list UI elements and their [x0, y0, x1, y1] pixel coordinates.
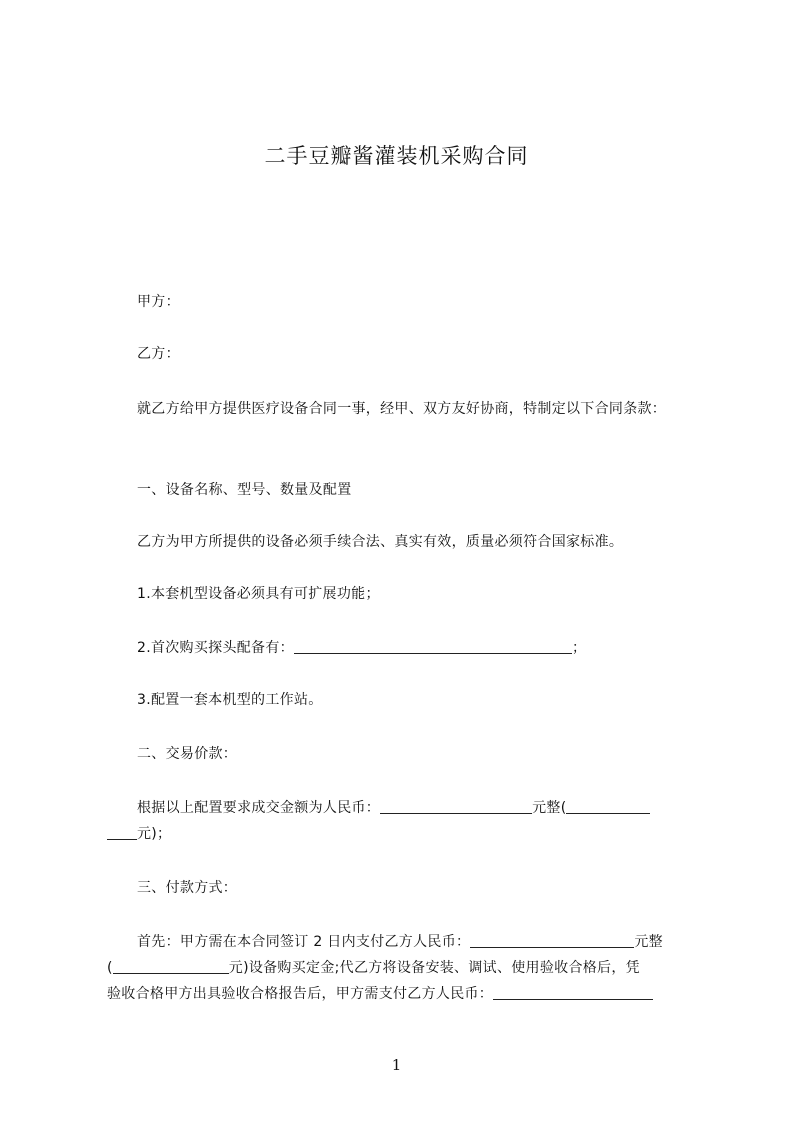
final-payment-blank-line: [493, 984, 653, 1000]
section3-paragraph-line1: [107, 930, 731, 954]
section3-paragraph-line3: [107, 982, 701, 1006]
section2-heading: 二、交易价款：: [137, 746, 238, 762]
payment-text-2: 元)设备购买定金;代乙方将设备安装、调试、使用验收合格后，凭: [228, 960, 640, 976]
section1-item-1: 1.本套机型设备必须具有可扩展功能；: [137, 586, 380, 602]
section1-heading: 一、设备名称、型号、数量及配置: [137, 482, 352, 498]
payment-text-3: 验收合格甲方出具验收合格报告后，甲方需支付乙方人民币：: [107, 986, 494, 1002]
section1-item-3: 3.配置一套本机型的工作站。: [137, 692, 323, 708]
party-a-label: 甲方：: [137, 294, 180, 310]
price-end: 元)；: [137, 826, 172, 842]
page-number: 1: [391, 1056, 402, 1074]
payment-text-1: 首先：甲方需在本合同签订 2 日内支付乙方人民币：: [137, 934, 471, 950]
document-title: 二手豆瓣酱灌装机采购合同: [264, 144, 529, 168]
price-text: 根据以上配置要求成交金额为人民币：: [137, 800, 381, 816]
section1-paragraph: 乙方为甲方所提供的设备必须手续合法、真实有效，质量必须符合国家标准。: [137, 534, 624, 550]
item-2-text: 2.首次购买探头配备有：: [137, 640, 294, 656]
price-uppercase-blank-line-2: [107, 824, 137, 840]
payment-text-2-start: (: [107, 960, 113, 976]
deposit-blank-line: [470, 932, 634, 948]
price-blank-line: [380, 798, 532, 814]
payment-text-1-end: 元整: [634, 934, 663, 950]
price-mid: 元整(: [532, 800, 567, 816]
section3-heading: 三、付款方式：: [137, 880, 238, 896]
price-uppercase-blank-line: [566, 798, 650, 814]
section1-item-2: [107, 636, 731, 660]
probe-blank-line: [294, 638, 572, 654]
intro-paragraph: 就乙方给甲方提供医疗设备合同一事，经甲、双方友好协商，特制定以下合同条款：: [137, 401, 667, 417]
item-2-end: ；: [571, 640, 587, 656]
section2-paragraph-line2: [107, 822, 701, 846]
section3-paragraph-line2: [107, 956, 701, 980]
party-b-label: 乙方：: [137, 346, 180, 362]
section2-paragraph-line1: [107, 796, 731, 820]
deposit-uppercase-blank-line: [113, 958, 229, 974]
